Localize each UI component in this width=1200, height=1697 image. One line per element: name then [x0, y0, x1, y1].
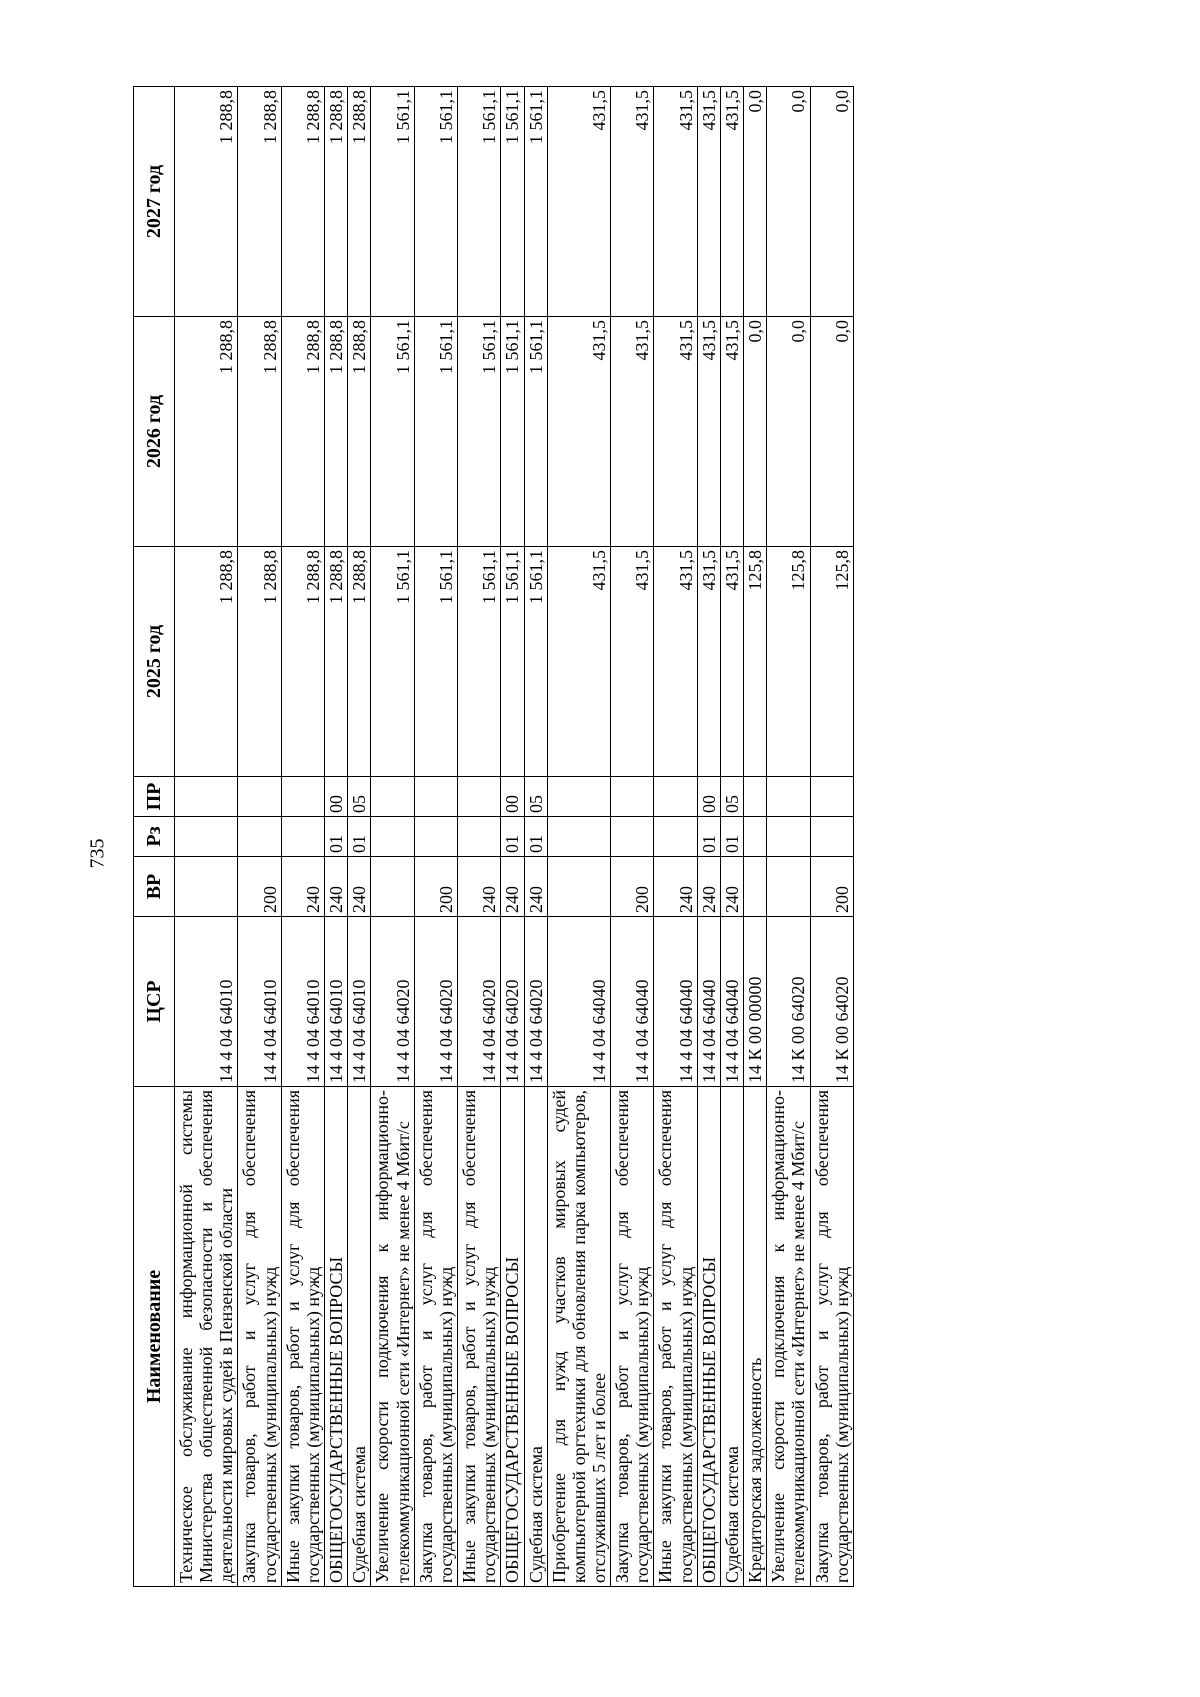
cell-name: ОБЩЕГОСУДАРСТВЕННЫЕ ВОПРОСЫ [697, 1087, 720, 1587]
cell-rz: 01 [720, 817, 743, 857]
cell-y2027: 1 561,1 [501, 87, 524, 317]
cell-name: Судебная система [720, 1087, 743, 1587]
cell-y2025: 431,5 [547, 547, 610, 777]
cell-y2025: 1 561,1 [524, 547, 547, 777]
cell-y2025: 1 561,1 [371, 547, 414, 777]
cell-rz [744, 817, 767, 857]
header-pr: ПР [134, 777, 175, 817]
header-rz: Рз [134, 817, 175, 857]
cell-csr: 14 4 04 64040 [720, 917, 743, 1087]
cell-vr [744, 857, 767, 917]
cell-y2026: 1 561,1 [501, 317, 524, 547]
table-row [810, 87, 853, 1587]
cell-y2026: 1 288,8 [281, 317, 324, 547]
cell-pr [175, 777, 238, 817]
cell-name: Приобретение для нужд участков мировых судей компьютерной оргтехники для обновления парка компьютеров, отслуживших 5 лет и более [547, 1087, 610, 1587]
cell-rz [547, 817, 610, 857]
table-row [325, 87, 348, 1587]
table-row [414, 87, 457, 1587]
cell-rz: 01 [348, 817, 371, 857]
cell-csr: 14 К 00 64020 [767, 917, 810, 1087]
cell-y2027: 1 288,8 [281, 87, 324, 317]
cell-vr [767, 857, 810, 917]
cell-csr: 14 К 00 64020 [810, 917, 853, 1087]
cell-vr: 240 [697, 857, 720, 917]
cell-y2027: 431,5 [654, 87, 697, 317]
cell-y2027: 1 561,1 [458, 87, 501, 317]
cell-vr: 240 [524, 857, 547, 917]
cell-y2025: 1 561,1 [501, 547, 524, 777]
cell-name: ОБЩЕГОСУДАРСТВЕННЫЕ ВОПРОСЫ [325, 1087, 348, 1587]
budget-table [133, 86, 854, 1587]
table-row [175, 87, 238, 1587]
cell-y2025: 1 288,8 [175, 547, 238, 777]
cell-csr: 14 4 04 64040 [611, 917, 654, 1087]
cell-name: Кредиторская задолженность [744, 1087, 767, 1587]
cell-pr [458, 777, 501, 817]
cell-pr [238, 777, 281, 817]
cell-name: Иные закупки товаров, работ и услуг для обеспечения государственных (муниципальных) нужд [458, 1087, 501, 1587]
cell-csr: 14 4 04 64010 [238, 917, 281, 1087]
header-2027: 2027 год [134, 87, 175, 317]
cell-y2026: 431,5 [720, 317, 743, 547]
cell-y2025: 125,8 [744, 547, 767, 777]
cell-y2026: 431,5 [611, 317, 654, 547]
cell-y2025: 1 288,8 [238, 547, 281, 777]
cell-y2027: 0,0 [810, 87, 853, 317]
cell-y2025: 1 561,1 [414, 547, 457, 777]
cell-pr: 00 [697, 777, 720, 817]
cell-y2026: 1 561,1 [371, 317, 414, 547]
table-row [744, 87, 767, 1587]
cell-name: Увеличение скорости подключения к информационно-телекоммуникационной сети «Интернет» не менее 4 Мбит/с [767, 1087, 810, 1587]
cell-y2026: 1 288,8 [238, 317, 281, 547]
cell-pr [654, 777, 697, 817]
cell-rz [371, 817, 414, 857]
cell-y2026: 0,0 [744, 317, 767, 547]
table-row [767, 87, 810, 1587]
table-row [654, 87, 697, 1587]
cell-pr [767, 777, 810, 817]
table-row [501, 87, 524, 1587]
table-row [697, 87, 720, 1587]
cell-y2027: 1 288,8 [175, 87, 238, 317]
cell-vr: 240 [458, 857, 501, 917]
cell-pr: 00 [501, 777, 524, 817]
cell-pr [547, 777, 610, 817]
cell-csr: 14 4 04 64010 [325, 917, 348, 1087]
cell-rz: 01 [325, 817, 348, 857]
cell-csr: 14 4 04 64010 [348, 917, 371, 1087]
cell-rz [767, 817, 810, 857]
cell-vr: 240 [501, 857, 524, 917]
cell-y2027: 0,0 [744, 87, 767, 317]
table-row [371, 87, 414, 1587]
header-2025: 2025 год [134, 547, 175, 777]
cell-csr: 14 4 04 64010 [175, 917, 238, 1087]
cell-pr: 00 [325, 777, 348, 817]
table-row [524, 87, 547, 1587]
cell-y2025: 1 288,8 [325, 547, 348, 777]
cell-y2026: 431,5 [697, 317, 720, 547]
cell-rz [414, 817, 457, 857]
cell-name: Закупка товаров, работ и услуг для обеспечения государственных (муниципальных) нужд [611, 1087, 654, 1587]
cell-y2026: 431,5 [654, 317, 697, 547]
cell-csr: 14 4 04 64020 [524, 917, 547, 1087]
cell-vr: 240 [654, 857, 697, 917]
cell-rz: 01 [524, 817, 547, 857]
cell-y2027: 1 288,8 [325, 87, 348, 317]
cell-pr: 05 [524, 777, 547, 817]
table-row [720, 87, 743, 1587]
table-row [611, 87, 654, 1587]
cell-y2026: 1 561,1 [458, 317, 501, 547]
cell-pr [414, 777, 457, 817]
cell-csr: 14 4 04 64020 [458, 917, 501, 1087]
cell-y2025: 431,5 [654, 547, 697, 777]
budget-table-container [133, 87, 1065, 1587]
cell-name: Увеличение скорости подключения к информационно-телекоммуникационной сети «Интернет» не менее 4 Мбит/с [371, 1087, 414, 1587]
cell-vr [371, 857, 414, 917]
table-row [348, 87, 371, 1587]
cell-y2026: 1 561,1 [414, 317, 457, 547]
cell-rz [458, 817, 501, 857]
cell-vr: 240 [281, 857, 324, 917]
cell-y2027: 431,5 [611, 87, 654, 317]
header-2026: 2026 год [134, 317, 175, 547]
cell-name: Иные закупки товаров, работ и услуг для обеспечения государственных (муниципальных) нужд [654, 1087, 697, 1587]
cell-pr [371, 777, 414, 817]
cell-vr: 200 [611, 857, 654, 917]
cell-name: ОБЩЕГОСУДАРСТВЕННЫЕ ВОПРОСЫ [501, 1087, 524, 1587]
cell-rz [654, 817, 697, 857]
cell-y2025: 431,5 [697, 547, 720, 777]
header-vr: ВР [134, 857, 175, 917]
table-row [281, 87, 324, 1587]
cell-name: Иные закупки товаров, работ и услуг для обеспечения государственных (муниципальных) нужд [281, 1087, 324, 1587]
cell-rz [810, 817, 853, 857]
page-number: 735 [86, 838, 109, 869]
cell-y2026: 0,0 [767, 317, 810, 547]
cell-csr: 14 4 04 64040 [654, 917, 697, 1087]
cell-rz: 01 [697, 817, 720, 857]
cell-y2025: 1 288,8 [281, 547, 324, 777]
cell-csr: 14 4 04 64020 [371, 917, 414, 1087]
cell-rz: 01 [501, 817, 524, 857]
cell-name: Закупка товаров, работ и услуг для обеспечения государственных (муниципальных) нужд [414, 1087, 457, 1587]
cell-y2025: 1 288,8 [348, 547, 371, 777]
cell-csr: 14 4 04 64020 [414, 917, 457, 1087]
cell-y2027: 1 288,8 [238, 87, 281, 317]
cell-y2026: 1 561,1 [524, 317, 547, 547]
cell-vr: 240 [348, 857, 371, 917]
cell-name: Закупка товаров, работ и услуг для обеспечения государственных (муниципальных) нужд [238, 1087, 281, 1587]
cell-y2025: 1 561,1 [458, 547, 501, 777]
cell-rz [238, 817, 281, 857]
cell-csr: 14 4 04 64040 [697, 917, 720, 1087]
table-row [458, 87, 501, 1587]
cell-vr: 200 [414, 857, 457, 917]
cell-csr: 14 4 04 64010 [281, 917, 324, 1087]
cell-y2025: 125,8 [767, 547, 810, 777]
cell-vr [547, 857, 610, 917]
cell-vr: 240 [325, 857, 348, 917]
header-name: Наименование [134, 1087, 175, 1587]
cell-y2026: 1 288,8 [348, 317, 371, 547]
cell-y2026: 431,5 [547, 317, 610, 547]
cell-y2027: 1 288,8 [348, 87, 371, 317]
cell-vr [175, 857, 238, 917]
cell-vr: 200 [810, 857, 853, 917]
cell-rz [175, 817, 238, 857]
cell-name: Судебная система [348, 1087, 371, 1587]
table-row [547, 87, 610, 1587]
cell-y2025: 431,5 [720, 547, 743, 777]
header-csr: ЦСР [134, 917, 175, 1087]
cell-pr [281, 777, 324, 817]
cell-y2027: 1 561,1 [371, 87, 414, 317]
cell-y2026: 1 288,8 [325, 317, 348, 547]
cell-y2027: 431,5 [547, 87, 610, 317]
cell-pr: 05 [348, 777, 371, 817]
cell-pr: 05 [720, 777, 743, 817]
table-header-row [134, 87, 175, 1587]
cell-y2026: 1 288,8 [175, 317, 238, 547]
cell-y2025: 125,8 [810, 547, 853, 777]
cell-csr: 14 4 04 64020 [501, 917, 524, 1087]
cell-y2027: 0,0 [767, 87, 810, 317]
cell-rz [281, 817, 324, 857]
cell-vr: 200 [238, 857, 281, 917]
cell-name: Техническое обслуживание информационной системы Министерства общественной безопасности и обеспечения деятельности мировых судей в Пензенской области [175, 1087, 238, 1587]
cell-rz [611, 817, 654, 857]
cell-csr: 14 К 00 00000 [744, 917, 767, 1087]
cell-y2027: 431,5 [697, 87, 720, 317]
cell-y2025: 431,5 [611, 547, 654, 777]
table-row [238, 87, 281, 1587]
cell-y2027: 1 561,1 [414, 87, 457, 317]
cell-y2027: 431,5 [720, 87, 743, 317]
cell-pr [744, 777, 767, 817]
cell-name: Судебная система [524, 1087, 547, 1587]
cell-y2026: 0,0 [810, 317, 853, 547]
cell-pr [810, 777, 853, 817]
cell-vr: 240 [720, 857, 743, 917]
cell-name: Закупка товаров, работ и услуг для обеспечения государственных (муниципальных) нужд [810, 1087, 853, 1587]
cell-pr [611, 777, 654, 817]
cell-y2027: 1 561,1 [524, 87, 547, 317]
cell-csr: 14 4 04 64040 [547, 917, 610, 1087]
